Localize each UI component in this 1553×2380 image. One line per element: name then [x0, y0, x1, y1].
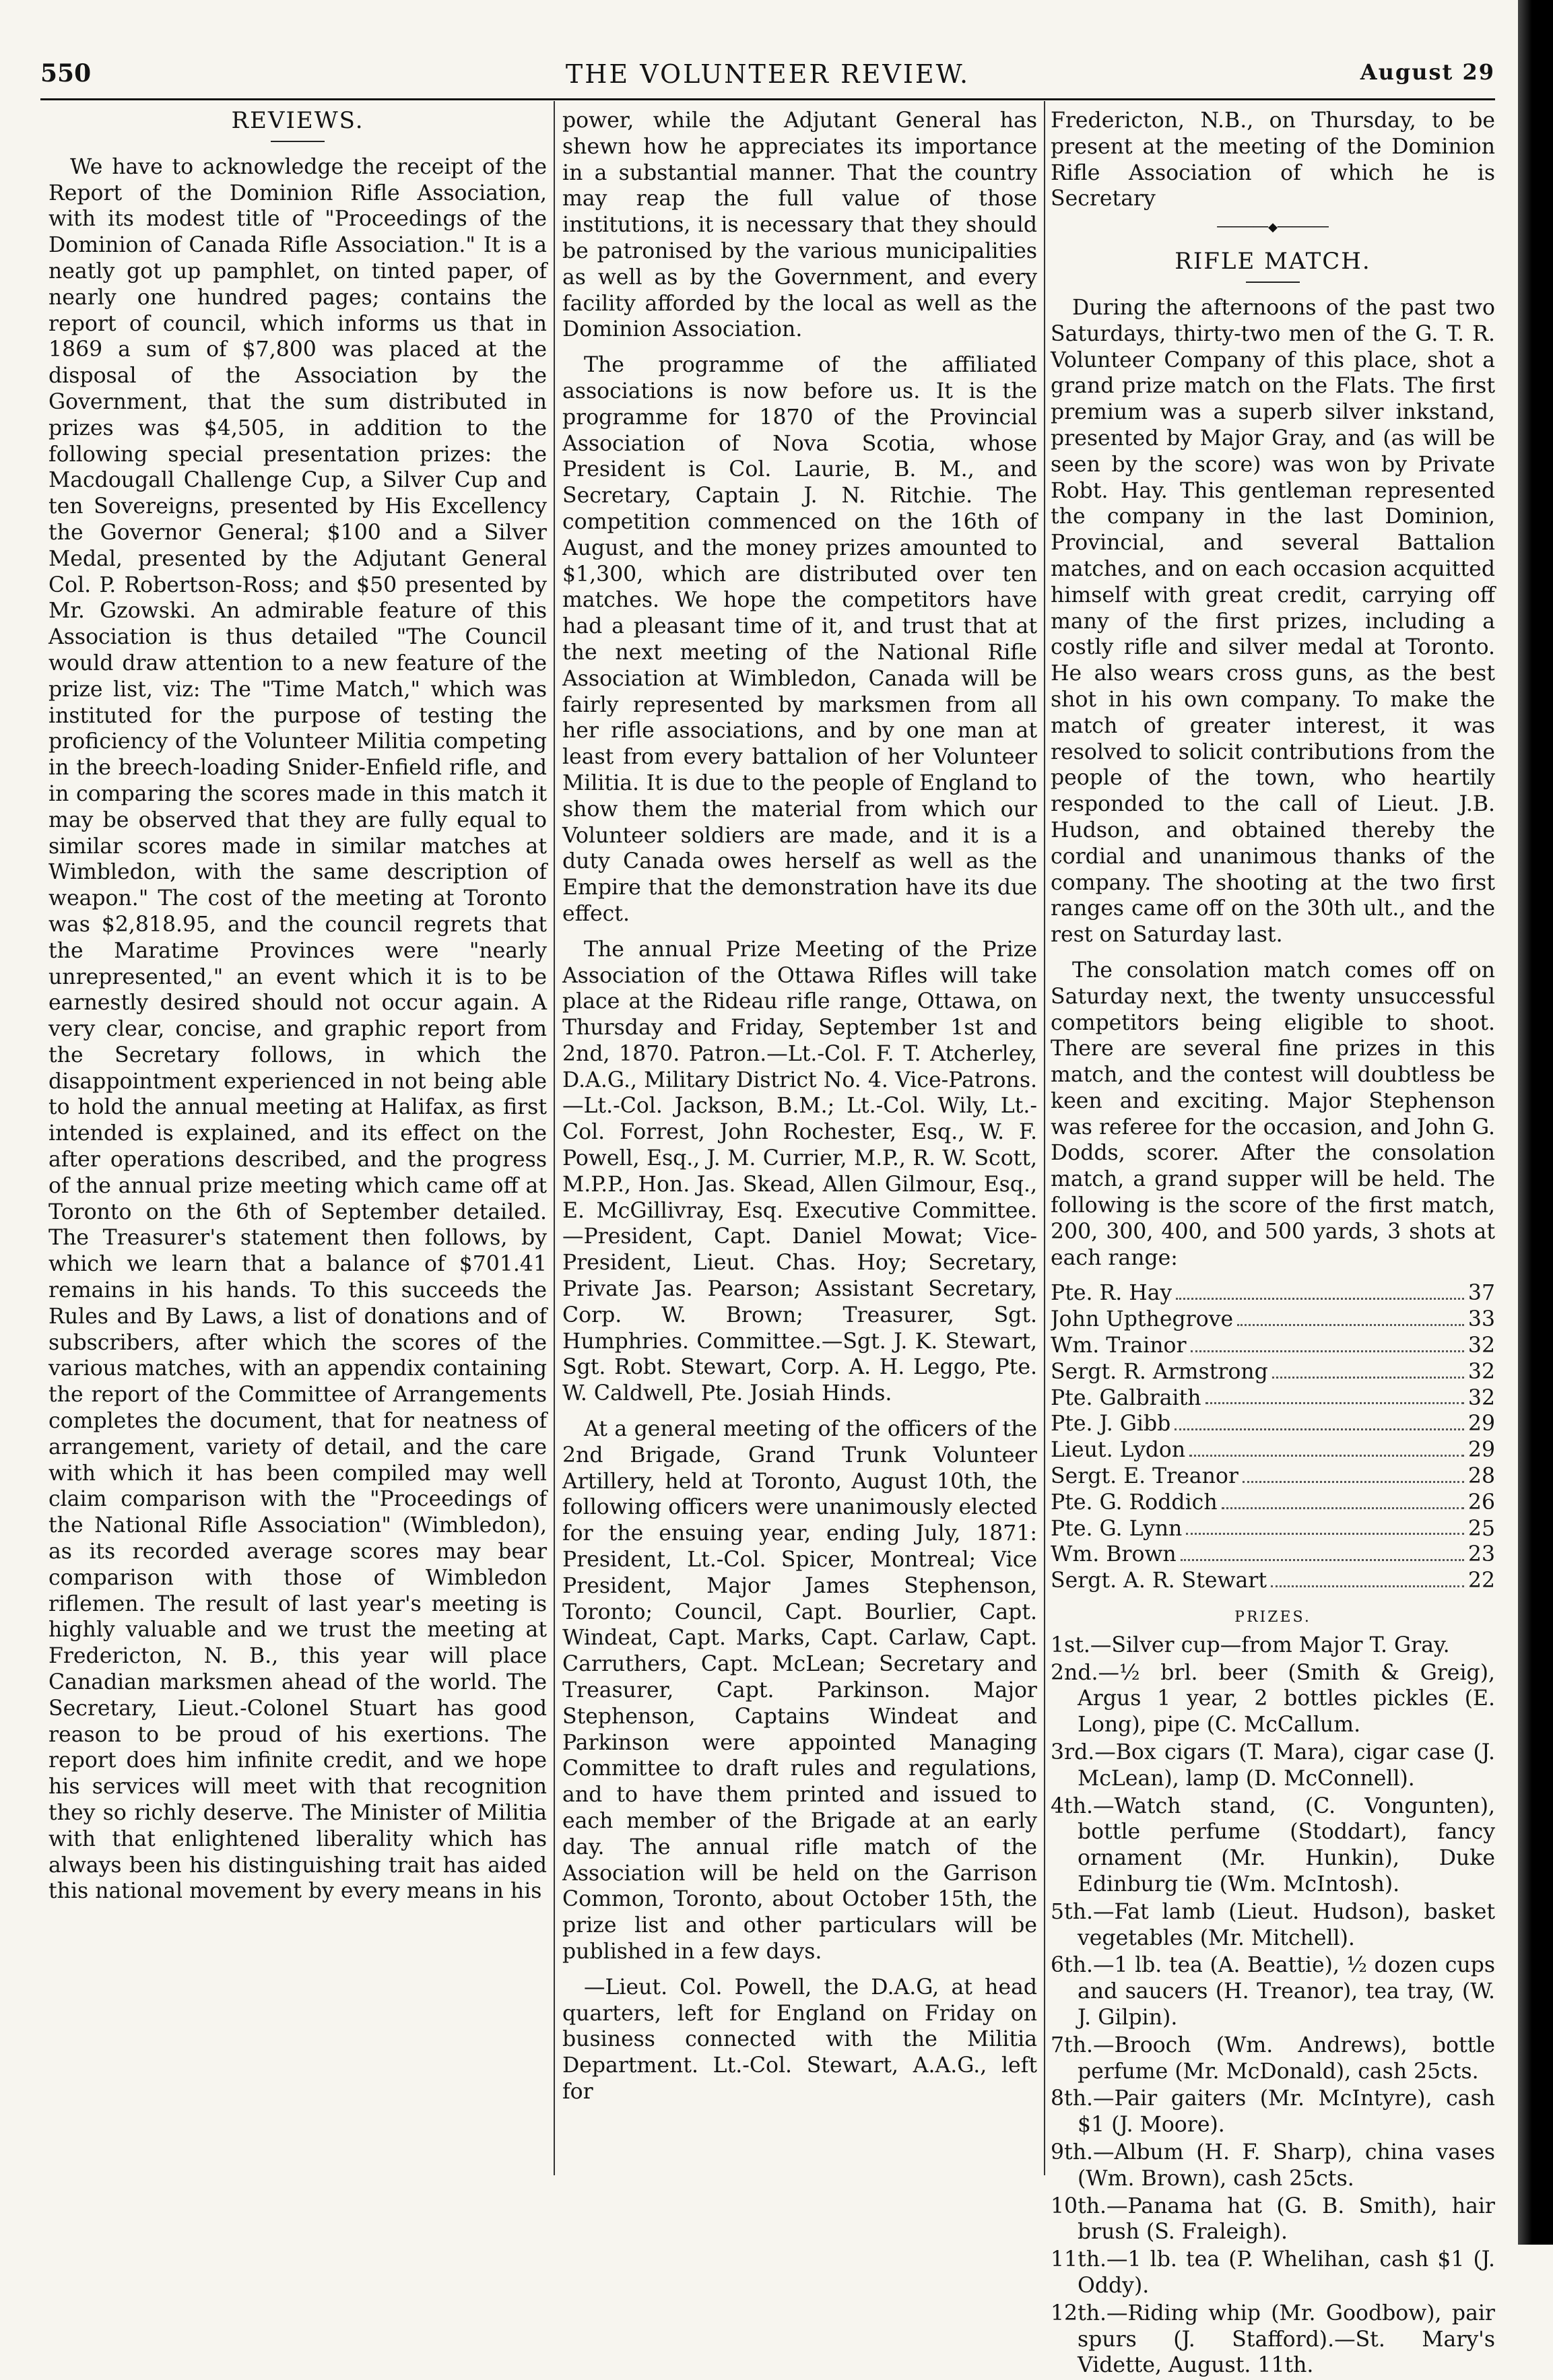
score-row: Lieut. Lydon 29 — [1051, 1438, 1495, 1463]
score-row: Sergt. A. R. Stewart 22 — [1051, 1568, 1495, 1593]
header-rule — [40, 98, 1495, 100]
reviews-heading: REVIEWS. — [231, 107, 364, 134]
score-row: Wm. Trainor 32 — [1051, 1333, 1495, 1358]
prize-item: 12th.—Riding whip (Mr. Goodbow), pair spurs (J. Stafford).—St. Mary's Vidette, August. 11th. — [1051, 2301, 1495, 2378]
score-row: Sergt. E. Treanor 28 — [1051, 1464, 1495, 1489]
prizes-heading: PRIZES. — [1234, 1609, 1311, 1626]
prize-item: 2nd.—½ brl. beer (Smith & Greig), Argus 1 year, 2 bottles pickles (E. Long), pipe (C. McCallum. — [1051, 1660, 1495, 1738]
heading-rule — [271, 141, 325, 142]
rifle-match-heading: RIFLE MATCH. — [1175, 248, 1371, 275]
article-paragraph: Fredericton, N.B., on Thursday, to be present at the meeting of the Dominion Rifle Association of which he is Secretary — [1051, 108, 1495, 211]
column-notices — [562, 108, 1037, 2115]
reviews-paragraph: We have to acknowledge the receipt of the Report of the Dominion Rifle Association, with its modest title of "Proceedings of the Dominion of Canada Rifle Association." It is a neatly got up pamphlet, on tinted paper, of nearly one hundred pages; contains the report of council, which informs us that in 1869 a sum of $7,800 was placed at the disposal of the Association by the Government, that the sum distributed in prizes was $4,505, in addition to the following special presentation prizes: the Macdougall Challenge Cup, a Silver Cup and ten Sovereigns, presented by His Excellency the Governor General; $100 and a Silver Medal, presented by the Adjutant General Col. P. Robertson-Ross; and $50 presented by Mr. Gzowski. An admirable feature of this Association is thus detailed "The Council would draw attention to a new feature of the prize list, viz: The "Time Match," which was instituted for the purpose of testing the proficiency of the Volunteer Militia competing in the breech-loading Snider-Enfield rifle, and in comparing the scores made in this match it may be observed that they are fully equal to similar scores made in similar matches at Wimbledon, with the same description of weapon." The cost of the meeting at Toronto was $2,818.95, and the council regrets that the Maratime Provinces were "nearly unrepresented," an event which it is to be earnestly desired should not occur again. A very clear, concise, and graphic report from the Secretary follows, in which the disappointment experienced in not being able to hold the annual meeting at Halifax, as first intended is explained, and its effect on the after operations described, and the progress of the annual prize meeting which came off at Toronto on the 6th of September detailed. The Treasurer's statement then follows, by which we learn that a balance of $701.41 remains in his hands. To this succeeds the Rules and By Laws, a list of donations and of subscribers, after which the scores of the various matches, with an appendix containing the report of the Committee of Arrangements completes the document, that for neatness of arrangement, variety of detail, and the care with which it has been compiled may well claim comparison with the "Proceedings of the National Rifle Association" (Wimbledon), as its recorded average scores may bear comparison with those of Wimbledon riflemen. The result of last year's meeting is highly valuable and we trust the meeting at Fredericton, N. B., this year will place Canadian marksmen ahead of the world. The Secretary, Lieut.-Colonel Stuart has good reason to be proud of his exertions. The report does him infinite credit, and we hope his services will meet with that recognition they so richly deserve. The Minister of Militia with that enlightened liberality which has always been his distinguishing trait has aided this national movement by every means in his — [48, 154, 547, 1904]
prize-item: 1st.—Silver cup—from Major T. Gray. — [1051, 1632, 1450, 1657]
article-paragraph: power, while the Adjutant General has shewn how he appreciates its importance in a substantial manner. That the country may reap the full value of those institutions, it is necessary that they should be patronised by the various municipalities as well as by the Government, and every facility afforded by the local as well as the Dominion Association. — [562, 108, 1037, 342]
page-number: 550 — [40, 59, 92, 88]
page-binding-edge — [1518, 0, 1553, 2245]
prize-item: 7th.—Brooch (Wm. Andrews), bottle perfume (Mr. McDonald), cash 25cts. — [1051, 2032, 1495, 2084]
column-rifle-match — [1051, 108, 1495, 2380]
page-header — [40, 59, 1495, 100]
prize-item: 4th.—Watch stand, (C. Vongunten), bottle perfume (Stoddart), fancy ornament (Mr. Hunkin), Duke Edinburg tie (Wm. McIntosh). — [1051, 1793, 1495, 1896]
prize-item: 11th.—1 lb. tea (P. Whelihan, cash $1 (J. Oddy). — [1051, 2247, 1495, 2298]
score-row: Pte. G. Lynn 25 — [1051, 1516, 1495, 1541]
publication-title: THE VOLUNTEER REVIEW. — [565, 59, 970, 89]
section-divider: ───────◆─────── — [1217, 220, 1329, 235]
column-divider — [554, 101, 555, 2175]
article-paragraph: The programme of the affiliated associations is now before us. It is the programme for 1870 of the Provincial Association of Nova Scotia, whose President is Col. Laurie, B. M., and Secretary, Captain J. N. Ritchie. The competition commenced on the 16th of August, and the money prizes amounted to $1,300, which are distributed over ten matches. We hope the competitors have had a pleasant time of it, and trust that at the next meeting of the National Rifle Association at Wimbledon, Canada will be fairly represented by marksmen from all her rifle associations, and by one man at least from every battalion of her Volunteer Militia. It is due to the people of England to show them the material from which our Volunteer soldiers are made, and it is a duty Canada owes herself as well as the Empire that the demonstration have its due effect. — [562, 353, 1037, 926]
article-paragraph: During the afternoons of the past two Saturdays, thirty-two men of the G. T. R. Volunteer Company of this place, shot a grand prize match on the Flats. The first premium was a superb silver inkstand, presented by Major Gray, and (as will be seen by the score) was won by Private Robt. Hay. This gentleman represented the company in the last Dominion, Provincial, and several Battalion matches, and on each occasion acquitted himself with great credit, carrying off many of the first prizes, including a costly rifle and silver medal at Toronto. He also wears cross guns, as the best shot in his own company. To make the match of greater interest, it was resolved to solicit contributions from the people of the town, who heartily responded to the call of Lieut. J.B. Hudson, and obtained thereby the cordial and unanimous thanks of the company. The shooting at the two first ranges came off on the 30th ult., and the rest on Saturday last. — [1051, 295, 1495, 948]
score-row: Pte. R. Hay 37 — [1051, 1281, 1495, 1306]
article-paragraph: The annual Prize Meeting of the Prize Association of the Ottawa Rifles will take place at the Rideau rifle range, Ottawa, on Thursday and Friday, September 1st and 2nd, 1870. Patron.—Lt.-Col. F. T. Atcherley, D.A.G., Military District No. 4. Vice-Patrons.—Lt.-Col. Jackson, B.M.; Lt.-Col. Wily, Lt.-Col. Forrest, John Rochester, Esq., W. F. Powell, Esq., J. M. Currier, M.P., R. W. Scott, M.P.P., Hon. Jas. Skead, Allen Gilmour, Esq., E. McGillivray, Esq. Executive Committee.—President, Capt. Daniel Mowat; Vice-President, Lieut. Chas. Hoy; Secretary, Private Jas. Pearson; Assistant Secretary, Corp. W. Brown; Treasurer, Sgt. Humphries. Committee.—Sgt. J. K. Stewart, Sgt. Robt. Stewart, Corp. A. H. Leggo, Pte. W. Caldwell, Pte. Josiah Hinds. — [562, 937, 1037, 1406]
prize-item: 3rd.—Box cigars (T. Mara), cigar case (J. McLean), lamp (D. McConnell). — [1051, 1740, 1495, 1791]
column-reviews — [48, 108, 547, 1914]
column-divider — [1044, 101, 1045, 2175]
issue-date: August 29 — [1360, 59, 1495, 85]
prize-item: 9th.—Album (H. F. Sharp), china vases (Wm. Brown), cash 25cts. — [1051, 2140, 1495, 2191]
prize-item: 10th.—Panama hat (G. B. Smith), hair brush (S. Fraleigh). — [1051, 2193, 1495, 2245]
prize-item: 5th.—Fat lamb (Lieut. Hudson), basket vegetables (Mr. Mitchell). — [1051, 1899, 1495, 1950]
prize-item: 8th.—Pair gaiters (Mr. McIntyre), cash $1 (J. Moore). — [1051, 2086, 1495, 2138]
score-row: Pte. G. Roddich 26 — [1051, 1490, 1495, 1515]
heading-rule — [1246, 282, 1300, 283]
score-row: Pte. J. Gibb 29 — [1051, 1412, 1495, 1436]
score-table — [1051, 1280, 1495, 1594]
article-paragraph: At a general meeting of the officers of the 2nd Brigade, Grand Trunk Volunteer Artillery, held at Toronto, August 10th, the following officers were unanimously elected for the ensuing year, ending July, 1871: President, Lt.-Col. Spicer, Montreal; Vice President, Major James Stephenson, Toronto; Council, Capt. Bourlier, Capt. Windeat, Capt. Marks, Capt. Carlaw, Capt. Carruthers, Capt. McLean; Secretary and Treasurer, Capt. Parkinson. Major Stephenson, Captains Windeat and Parkinson were appointed Managing Committee to draft rules and regulations, and to have them printed and issued to each member of the Brigade at an early day. The annual rifle match of the Association will be held on the Garrison Common, Toronto, about October 15th, the prize list and other particulars will be published in a few days. — [562, 1417, 1037, 1964]
score-row: Wm. Brown 23 — [1051, 1542, 1495, 1567]
score-row: Sergt. R. Armstrong 32 — [1051, 1359, 1495, 1384]
prize-item: 6th.—1 lb. tea (A. Beattie), ½ dozen cups and saucers (H. Treanor), tea tray, (W. J. Gilpin). — [1051, 1953, 1495, 2030]
score-row: Pte. Galbraith 32 — [1051, 1385, 1495, 1410]
article-paragraph: The consolation match comes off on Saturday next, the twenty unsuccessful competitors being eligible to shoot. There are several fine prizes in this match, and the contest will doubtless be keen and exciting. Major Stephenson was referee for the occasion, and John G. Dodds, scorer. After the consolation match, a grand supper will be held. The following is the score of the first match, 200, 300, 400, and 500 yards, 3 shots at each range: — [1051, 958, 1495, 1270]
article-paragraph: —Lieut. Col. Powell, the D.A.G, at head quarters, left for England on Friday on business connected with the Militia Department. Lt.-Col. Stewart, A.A.G., left for — [562, 1975, 1037, 2104]
score-row: John Upthegrove 33 — [1051, 1307, 1495, 1332]
